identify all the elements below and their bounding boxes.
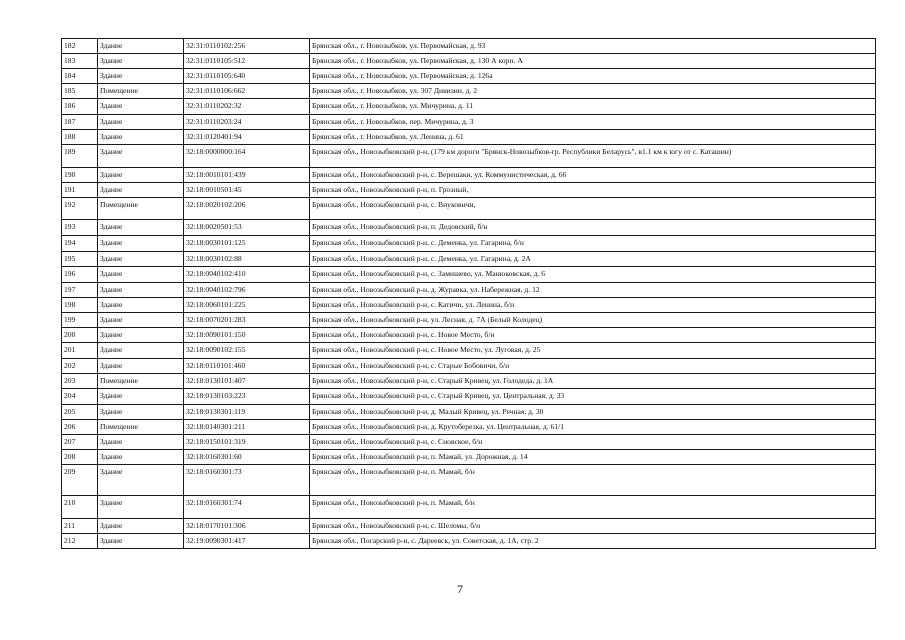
cadastral-number-cell: 32:18:0130101:407 — [184, 374, 310, 389]
table-row — [62, 168, 876, 183]
row-number-cell: 211 — [62, 519, 98, 534]
object-type-cell: Помещение — [98, 420, 184, 435]
cadastral-number-cell: 32:18:0160301:74 — [184, 496, 310, 519]
object-type-cell: Здание — [98, 298, 184, 313]
cadastral-number-cell: 32:19:0090301:417 — [184, 534, 310, 549]
cadastral-number-cell: 32:18:0010101:439 — [184, 168, 310, 183]
cadastral-number-cell: 32:18:0060101:225 — [184, 298, 310, 313]
table-row — [62, 220, 876, 236]
table-row — [62, 267, 876, 283]
cadastral-number-cell: 32:18:0040102:410 — [184, 267, 310, 283]
address-cell: Брянская обл., Новозыбковский р-н, д. Крутоберезка, ул. Центральная, д. 61/1 — [310, 420, 876, 435]
table-row — [62, 534, 876, 549]
address-cell: Брянская обл., Новозыбковский р-н, д. Малый Кривец, ул. Речная, д. 30 — [310, 405, 876, 420]
table-row — [62, 313, 876, 328]
address-cell: Брянская обл., Новозыбковский р-н, п. Грозный, — [310, 183, 876, 198]
object-type-cell: Здание — [98, 283, 184, 298]
address-cell: Брянская обл., Новозыбковский р-н, ул. Лесная, д. 7А (Белый Колодец) — [310, 313, 876, 328]
address-cell: Брянская обл., г. Новозыбков, пер. Мичурина, д. 3 — [310, 115, 876, 130]
cadastral-number-cell: 32:31:0110202:32 — [184, 99, 310, 115]
address-cell: Брянская обл., Новозыбковский р-н, с. Сновское, б/н — [310, 435, 876, 450]
row-number-cell: 200 — [62, 328, 98, 343]
table-row — [62, 84, 876, 99]
table-row — [62, 69, 876, 84]
address-cell: Брянская обл., Новозыбковский р-н, с. Верешаки, ул. Коммунистическая, д. 66 — [310, 168, 876, 183]
table-row — [62, 54, 876, 69]
address-cell: Брянская обл., Новозыбковский р-н, п. Мамай, б/н — [310, 496, 876, 519]
object-type-cell: Здание — [98, 252, 184, 267]
cadastral-number-cell: 32:18:0130301:119 — [184, 405, 310, 420]
cadastral-number-cell: 32:18:0110101:460 — [184, 359, 310, 374]
cadastral-number-cell: 32:18:0130103:223 — [184, 389, 310, 405]
table-row — [62, 183, 876, 198]
table-row — [62, 420, 876, 435]
address-cell: Брянская обл., Новозыбковский р-н, п. Мамай, ул. Дорожная, д. 14 — [310, 450, 876, 465]
table-row — [62, 283, 876, 298]
cadastral-number-cell: 32:31:0120401:94 — [184, 130, 310, 145]
table-row — [62, 130, 876, 145]
table-row — [62, 359, 876, 374]
row-number-cell: 212 — [62, 534, 98, 549]
row-number-cell: 190 — [62, 168, 98, 183]
row-number-cell: 187 — [62, 115, 98, 130]
cadastral-number-cell: 32:18:0030101:125 — [184, 236, 310, 252]
table-row — [62, 374, 876, 389]
row-number-cell: 183 — [62, 54, 98, 69]
row-number-cell: 197 — [62, 283, 98, 298]
object-type-cell: Здание — [98, 343, 184, 359]
address-cell: Брянская обл., Новозыбковский р-н, с. Новое Место, ул. Луговая, д. 25 — [310, 343, 876, 359]
row-number-cell: 204 — [62, 389, 98, 405]
object-type-cell: Здание — [98, 220, 184, 236]
row-number-cell: 206 — [62, 420, 98, 435]
cadastral-number-cell: 32:31:0110102:256 — [184, 39, 310, 54]
address-cell: Брянская обл., Новозыбковский р-н, с. Деменка, ул. Гагарина, б/н — [310, 236, 876, 252]
row-number-cell: 194 — [62, 236, 98, 252]
table-row — [62, 298, 876, 313]
row-number-cell: 202 — [62, 359, 98, 374]
table-row — [62, 465, 876, 496]
property-table — [61, 38, 876, 549]
address-cell: Брянская обл., Новозыбковский р-н, п. Мамай, б/н — [310, 465, 876, 496]
table-row — [62, 389, 876, 405]
table-row — [62, 99, 876, 115]
table-row — [62, 39, 876, 54]
cadastral-number-cell: 32:18:0020501:53 — [184, 220, 310, 236]
cadastral-number-cell: 32:18:0160301:73 — [184, 465, 310, 496]
address-cell: Брянская обл., г. Новозыбков, ул. Ленина, д. 61 — [310, 130, 876, 145]
row-number-cell: 198 — [62, 298, 98, 313]
cadastral-number-cell: 32:18:0010501:45 — [184, 183, 310, 198]
cadastral-number-cell: 32:18:0090101:150 — [184, 328, 310, 343]
table-row — [62, 496, 876, 519]
row-number-cell: 185 — [62, 84, 98, 99]
object-type-cell: Здание — [98, 69, 184, 84]
row-number-cell: 184 — [62, 69, 98, 84]
cadastral-number-cell: 32:31:0110105:512 — [184, 54, 310, 69]
row-number-cell: 186 — [62, 99, 98, 115]
row-number-cell: 195 — [62, 252, 98, 267]
row-number-cell: 205 — [62, 405, 98, 420]
object-type-cell: Здание — [98, 39, 184, 54]
object-type-cell: Помещение — [98, 198, 184, 220]
cadastral-number-cell: 32:18:0020102:206 — [184, 198, 310, 220]
row-number-cell: 203 — [62, 374, 98, 389]
row-number-cell: 201 — [62, 343, 98, 359]
property-table-body — [62, 39, 876, 549]
object-type-cell: Здание — [98, 496, 184, 519]
row-number-cell: 182 — [62, 39, 98, 54]
row-number-cell: 207 — [62, 435, 98, 450]
object-type-cell: Здание — [98, 534, 184, 549]
row-number-cell: 193 — [62, 220, 98, 236]
object-type-cell: Здание — [98, 435, 184, 450]
row-number-cell: 189 — [62, 145, 98, 168]
table-row — [62, 252, 876, 267]
object-type-cell: Здание — [98, 168, 184, 183]
object-type-cell: Здание — [98, 405, 184, 420]
address-cell: Брянская обл., г. Новозыбков, ул. 307 Дивизии, д. 2 — [310, 84, 876, 99]
address-cell: Брянская обл., Новозыбковский р-н, (179 км дороги "Брянск-Новозыбков-гр. Республики Беларусь", в1.1 км к югу от с. Каташин) — [310, 145, 876, 168]
object-type-cell: Здание — [98, 145, 184, 168]
cadastral-number-cell: 32:18:0140301:211 — [184, 420, 310, 435]
table-row — [62, 328, 876, 343]
address-cell: Брянская обл., Новозыбковский р-н, с. Катичи, ул. Ленина, б/н — [310, 298, 876, 313]
address-cell: Брянская обл., г. Новозыбков, ул. Первомайская, д. 93 — [310, 39, 876, 54]
address-cell: Брянская обл., Погарский р-н, с. Дареевск, ул. Советская, д. 1А, стр. 2 — [310, 534, 876, 549]
object-type-cell: Здание — [98, 328, 184, 343]
address-cell: Брянская обл., Новозыбковский р-н, с. Старый Кривец, ул. Голодеда, д. 1А — [310, 374, 876, 389]
cadastral-number-cell: 32:18:0160301:60 — [184, 450, 310, 465]
row-number-cell: 209 — [62, 465, 98, 496]
address-cell: Брянская обл., Новозыбковский р-н, с. Замишево, ул. Манюковская, д. 6 — [310, 267, 876, 283]
address-cell: Брянская обл., Новозыбковский р-н, с. Старые Бобовичи, б/н — [310, 359, 876, 374]
object-type-cell: Помещение — [98, 374, 184, 389]
cadastral-number-cell: 32:18:0000000:164 — [184, 145, 310, 168]
row-number-cell: 192 — [62, 198, 98, 220]
table-row — [62, 343, 876, 359]
table-row — [62, 519, 876, 534]
object-type-cell: Здание — [98, 99, 184, 115]
row-number-cell: 208 — [62, 450, 98, 465]
address-cell: Брянская обл., г. Новозыбков, ул. Мичурина, д. 11 — [310, 99, 876, 115]
object-type-cell: Здание — [98, 236, 184, 252]
cadastral-number-cell: 32:31:0110203:24 — [184, 115, 310, 130]
cadastral-number-cell: 32:31:0110106:662 — [184, 84, 310, 99]
object-type-cell: Здание — [98, 54, 184, 69]
address-cell: Брянская обл., Новозыбковский р-н, с. Старый Кривец, ул. Центральная, д. 33 — [310, 389, 876, 405]
address-cell: Брянская обл., Новозыбковский р-н, с. Внуковичи, — [310, 198, 876, 220]
object-type-cell: Здание — [98, 389, 184, 405]
cadastral-number-cell: 32:18:0170101:306 — [184, 519, 310, 534]
table-row — [62, 198, 876, 220]
row-number-cell: 188 — [62, 130, 98, 145]
cadastral-number-cell: 32:18:0030102:88 — [184, 252, 310, 267]
object-type-cell: Здание — [98, 267, 184, 283]
object-type-cell: Здание — [98, 183, 184, 198]
cadastral-number-cell: 32:31:0110105:640 — [184, 69, 310, 84]
row-number-cell: 191 — [62, 183, 98, 198]
table-row — [62, 405, 876, 420]
table-row — [62, 450, 876, 465]
object-type-cell: Здание — [98, 313, 184, 328]
table-row — [62, 236, 876, 252]
cadastral-number-cell: 32:18:0150101:319 — [184, 435, 310, 450]
address-cell: Брянская обл., Новозыбковский р-н, д. Журавка, ул. Набережная, д. 12 — [310, 283, 876, 298]
row-number-cell: 210 — [62, 496, 98, 519]
object-type-cell: Здание — [98, 450, 184, 465]
address-cell: Брянская обл., г. Новозыбков, ул. Первомайская, д. 126а — [310, 69, 876, 84]
object-type-cell: Помещение — [98, 84, 184, 99]
object-type-cell: Здание — [98, 115, 184, 130]
table-row — [62, 145, 876, 168]
object-type-cell: Здание — [98, 519, 184, 534]
row-number-cell: 196 — [62, 267, 98, 283]
row-number-cell: 199 — [62, 313, 98, 328]
cadastral-number-cell: 32:18:0070201:283 — [184, 313, 310, 328]
table-row — [62, 115, 876, 130]
object-type-cell: Здание — [98, 359, 184, 374]
address-cell: Брянская обл., Новозыбковский р-н, с. Шеломы, б/н — [310, 519, 876, 534]
cadastral-number-cell: 32:18:0090102:155 — [184, 343, 310, 359]
table-row — [62, 435, 876, 450]
address-cell: Брянская обл., Новозыбковский р-н, с. Новое Место, б/н — [310, 328, 876, 343]
address-cell: Брянская обл., Новозыбковский р-н, с. Деменка, ул. Гагарина, д. 2А — [310, 252, 876, 267]
object-type-cell: Здание — [98, 130, 184, 145]
page-number: 7 — [457, 582, 463, 596]
address-cell: Брянская обл., Новозыбковский р-н, п. Дедовский, б/н — [310, 220, 876, 236]
address-cell: Брянская обл., г. Новозыбков, ул. Первомайская, д. 130 А корп. А — [310, 54, 876, 69]
cadastral-number-cell: 32:18:0040102:796 — [184, 283, 310, 298]
object-type-cell: Здание — [98, 465, 184, 496]
